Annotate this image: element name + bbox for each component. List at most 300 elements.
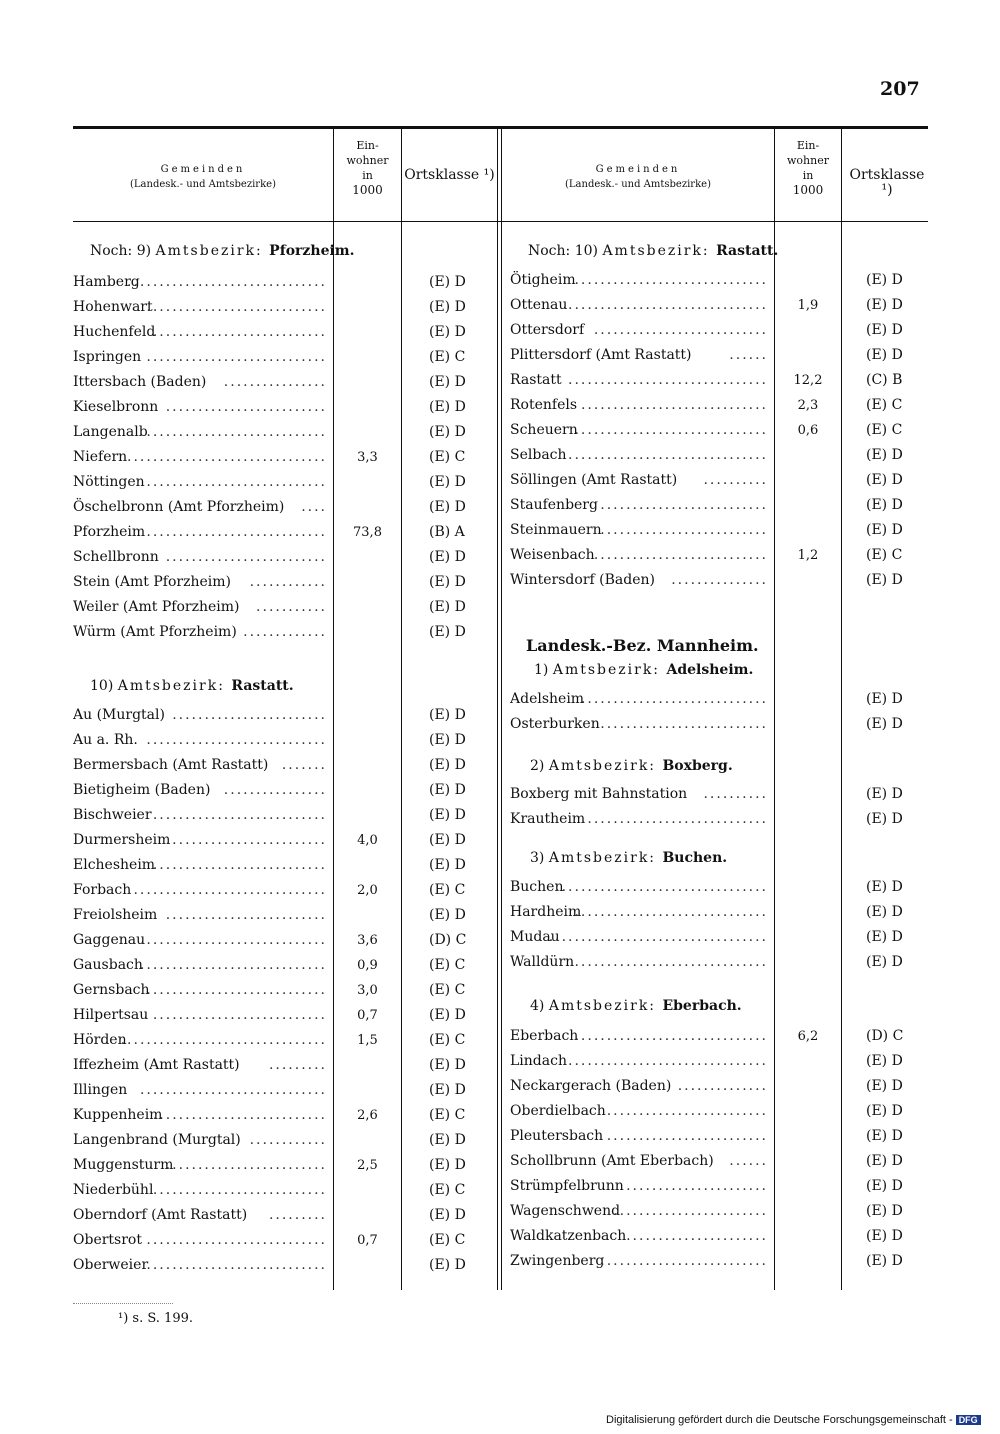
header-einwohner <box>775 138 841 198</box>
leader-dots: .............................. <box>574 422 768 438</box>
ortsklasse-value: (E) D <box>866 954 903 970</box>
municipality-name: Forbach <box>73 882 132 898</box>
table-row <box>0 950 1000 975</box>
heading-name: Boxberg. <box>662 758 733 774</box>
leader-dots: .............................. <box>574 904 768 920</box>
digitization-credit <box>606 1414 981 1426</box>
header-einwohner-line1: Ein- <box>356 139 379 152</box>
leader-dots: ....... <box>281 757 327 773</box>
municipality-name: Schollbrunn (Amt Eberbach) <box>510 1153 714 1169</box>
ortsklasse-value: (E) D <box>866 879 903 895</box>
ortsklasse-value: (E) D <box>429 782 466 798</box>
leader-dots: ......................... <box>165 832 327 848</box>
population-value: 2,6 <box>357 1108 378 1123</box>
heading-name: Adelsheim. <box>666 662 754 678</box>
leader-dots: ............................ <box>146 524 327 540</box>
municipality-name: Boxberg mit Bahnstation <box>510 786 688 802</box>
section-heading <box>528 243 778 259</box>
leader-dots: ........................ <box>172 707 327 723</box>
leader-dots: ................................. <box>555 879 768 895</box>
municipality-name: Buchen <box>510 879 564 895</box>
ortsklasse-value: (E) D <box>429 474 466 490</box>
table-row <box>0 925 1000 950</box>
table-row <box>0 753 1000 778</box>
population-value: 3,3 <box>357 450 378 465</box>
table-row <box>0 1074 1000 1099</box>
leader-dots: .............................. <box>574 954 768 970</box>
leader-dots: ........................... <box>152 1107 327 1123</box>
municipality-name: Hörden <box>73 1032 127 1048</box>
ortsklasse-value: (E) D <box>429 707 466 723</box>
municipality-name: Hohenwart <box>73 299 153 315</box>
ortsklasse-value: (E) C <box>866 397 903 413</box>
section-heading <box>90 243 354 259</box>
municipality-name: Nöttingen <box>73 474 145 490</box>
leader-dots: ...................... <box>626 1178 768 1194</box>
population-value: 2,3 <box>797 398 819 413</box>
municipality-name: Söllingen (Amt Rastatt) <box>510 472 678 488</box>
ortsklasse-value: (E) D <box>866 572 903 588</box>
municipality-name: Krautheim <box>510 811 586 827</box>
municipality-name: Bietigheim (Baden) <box>73 782 211 798</box>
heading-prefix: Noch: 10) <box>528 243 603 259</box>
leader-dots: ............................. <box>139 1082 327 1098</box>
table-row <box>0 1099 1000 1124</box>
leader-dots: ................ <box>223 374 327 390</box>
leader-dots: ......................... <box>165 1157 327 1173</box>
leader-dots: ............................ <box>146 424 327 440</box>
ortsklasse-value: (B) A <box>429 524 465 540</box>
ortsklasse-value: (E) D <box>429 1132 466 1148</box>
header-einwohner-line2: wohner <box>346 154 389 167</box>
header-gemeinden-sub: (Landesk.- und Amtsbezirke) <box>565 179 711 190</box>
municipality-name: Gaggenau <box>73 932 146 948</box>
municipality-name: Weiler (Amt Pforzheim) <box>73 599 240 615</box>
ortsklasse-value: (E) D <box>429 807 466 823</box>
table-row <box>0 493 1000 518</box>
ortsklasse-value: (E) D <box>866 811 903 827</box>
municipality-name: Oberndorf (Amt Rastatt) <box>73 1207 248 1223</box>
ortsklasse-value: (E) D <box>429 757 466 773</box>
ortsklasse-value: (E) D <box>429 499 466 515</box>
leader-dots: ......................... <box>606 1128 768 1144</box>
ortsklasse-value: (E) D <box>429 399 466 415</box>
municipality-name: Wagenschwend <box>510 1203 621 1219</box>
municipality-name: Osterburken <box>510 716 600 732</box>
ortsklasse-value: (E) D <box>429 549 466 565</box>
leader-dots: .... <box>301 499 327 515</box>
header-ortsklasse: Ortsklasse ¹) <box>849 167 925 198</box>
heading-prefix: 1) <box>534 662 553 678</box>
ortsklasse-value: (E) D <box>866 1078 903 1094</box>
table-row <box>0 1124 1000 1149</box>
leader-dots: ............................... <box>127 449 327 465</box>
table-row <box>0 978 1000 1003</box>
municipality-name: Bischweier <box>73 807 152 823</box>
leader-dots: ........................... <box>152 807 327 823</box>
ortsklasse-value: (E) D <box>866 929 903 945</box>
heading-name: Pforzheim. <box>269 243 355 259</box>
leader-dots: ................................ <box>120 1032 327 1048</box>
header-gemeinden <box>502 162 774 192</box>
municipality-name: Pleutersbach <box>510 1128 604 1144</box>
header-einwohner-line4: 1000 <box>792 183 824 197</box>
header-einwohner-line4: 1000 <box>352 183 383 197</box>
municipality-name: Plittersdorf (Amt Rastatt) <box>510 347 692 363</box>
population-value: 6,2 <box>797 1029 819 1044</box>
ortsklasse-value: (E) D <box>866 904 903 920</box>
municipality-name: Selbach <box>510 447 567 463</box>
header-einwohner-line1: Ein- <box>796 139 820 152</box>
heading-amt: Amtsbezirk: <box>548 998 663 1014</box>
leader-dots: ...... <box>729 347 768 363</box>
header-einwohner <box>334 138 401 198</box>
ortsklasse-value: (E) C <box>429 1032 466 1048</box>
heading-amt: Amtsbezirk: <box>602 243 717 259</box>
ortsklasse-value: (E) D <box>866 1153 903 1169</box>
leader-dots: ........... <box>256 599 327 615</box>
ortsklasse-value: (E) D <box>429 732 466 748</box>
municipality-name: Muggensturm <box>73 1157 174 1173</box>
heading-amt: Amtsbezirk: <box>117 678 232 694</box>
table-row <box>0 1199 1000 1224</box>
population-value: 3,0 <box>357 983 378 998</box>
leader-dots: ............................ <box>146 474 327 490</box>
municipality-name: Scheuern <box>510 422 578 438</box>
credit-text: Digitalisierung gefördert durch die Deutsche Forschungsgemeinschaft - <box>606 1414 953 1426</box>
heading-prefix: 4) <box>530 998 549 1014</box>
population-value: 4,0 <box>357 833 378 848</box>
ortsklasse-value: (E) C <box>429 957 466 973</box>
municipality-name: Adelsheim <box>510 691 585 707</box>
municipality-name: Kieselbronn <box>73 399 159 415</box>
heading-prefix: 2) <box>530 758 549 774</box>
leader-dots: .......................... <box>600 522 768 538</box>
ortsklasse-value: (E) D <box>429 574 466 590</box>
population-value: 0,6 <box>797 423 819 438</box>
heading-amt: Amtsbezirk: <box>548 850 663 866</box>
table-row <box>0 1024 1000 1049</box>
table-row <box>0 595 1000 620</box>
population-value: 1,9 <box>797 298 819 313</box>
ortsklasse-value: (C) B <box>866 372 903 388</box>
table-row <box>0 418 1000 443</box>
leader-dots: ............................... <box>127 882 327 898</box>
ortsklasse-value: (E) D <box>429 324 466 340</box>
ortsklasse-value: (E) D <box>429 1157 466 1173</box>
header-gemeinden-title: Gemeinden <box>160 164 246 175</box>
leader-dots: ............................ <box>146 1232 327 1248</box>
table-row <box>0 712 1000 737</box>
table-row <box>0 268 1000 293</box>
municipality-name: Kuppenheim <box>73 1107 163 1123</box>
leader-dots: ........................... <box>152 1007 327 1023</box>
header-gemeinden <box>73 162 333 192</box>
ortsklasse-value: (E) D <box>429 599 466 615</box>
leader-dots: ........................... <box>152 857 327 873</box>
population-value: 2,0 <box>357 883 378 898</box>
leader-dots: ............................ <box>146 299 327 315</box>
ortsklasse-value: (E) D <box>866 1053 903 1069</box>
leader-dots: .......... <box>703 472 768 488</box>
municipality-name: Rastatt <box>510 372 562 388</box>
table-row <box>0 875 1000 900</box>
heading-amt: Amtsbezirk: <box>155 243 270 259</box>
municipality-name: Hamberg <box>73 274 140 290</box>
heading-name: Rastatt. <box>716 243 779 259</box>
municipality-name: Oberweier <box>73 1257 149 1273</box>
leader-dots: ...... <box>729 1153 768 1169</box>
ortsklasse-value: (E) D <box>429 1007 466 1023</box>
heading-prefix: 3) <box>530 850 549 866</box>
ortsklasse-value: (E) D <box>429 624 466 640</box>
municipality-name: Rotenfels <box>510 397 578 413</box>
landesk-heading: Landesk.-Bez. Mannheim. <box>526 636 759 655</box>
footnote-rule <box>73 1303 173 1304</box>
municipality-name: Strümpfelbrunn <box>510 1178 624 1194</box>
ortsklasse-value: (E) C <box>429 449 466 465</box>
leader-dots: .............................. <box>574 272 768 288</box>
leader-dots: ............................ <box>146 349 327 365</box>
leader-dots: ............ <box>249 1132 327 1148</box>
leader-dots: ......................... <box>606 1103 768 1119</box>
ortsklasse-value: (E) D <box>429 832 466 848</box>
table-row <box>0 443 1000 468</box>
municipality-name: Ottenau <box>510 297 568 313</box>
ortsklasse-value: (E) C <box>866 422 903 438</box>
ortsklasse-value: (E) D <box>866 1228 903 1244</box>
leader-dots: .......... <box>703 786 768 802</box>
heading-name: Eberbach. <box>662 998 742 1014</box>
municipality-name: Niefern <box>73 449 128 465</box>
table-row <box>0 1224 1000 1249</box>
ortsklasse-value: (E) C <box>429 1107 466 1123</box>
table-row <box>0 568 1000 593</box>
section-heading <box>530 758 733 774</box>
leader-dots: ........................... <box>152 324 327 340</box>
heading-name: Buchen. <box>662 850 728 866</box>
leader-dots: .................................. <box>548 929 768 945</box>
leader-dots: ......................... <box>165 399 327 415</box>
table-row <box>0 1249 1000 1274</box>
heading-amt: Amtsbezirk: <box>552 662 667 678</box>
leader-dots: ......... <box>268 1207 327 1223</box>
municipality-name: Illingen <box>73 1082 128 1098</box>
ortsklasse-value: (E) D <box>429 1082 466 1098</box>
ortsklasse-value: (D) C <box>866 1028 904 1044</box>
municipality-name: Staufenberg <box>510 497 598 513</box>
municipality-name: Niederbühl <box>73 1182 154 1198</box>
municipality-name: Ötigheim <box>510 272 576 288</box>
leader-dots: .............. <box>677 1078 768 1094</box>
ortsklasse-value: (E) D <box>429 1207 466 1223</box>
leader-dots: ............................. <box>139 957 327 973</box>
leader-dots: ........................... <box>593 547 768 563</box>
ortsklasse-value: (E) C <box>429 1182 466 1198</box>
table-row <box>0 782 1000 807</box>
population-value: 0,7 <box>357 1008 378 1023</box>
leader-dots: .......................... <box>600 716 768 732</box>
leader-dots: ................ <box>223 782 327 798</box>
ortsklasse-value: (E) C <box>866 547 903 563</box>
municipality-name: Au (Murgtal) <box>73 707 165 723</box>
population-value: 12,2 <box>793 373 823 388</box>
municipality-name: Walldürn <box>510 954 575 970</box>
municipality-name: Stein (Amt Pforzheim) <box>73 574 231 590</box>
municipality-name: Freiolsheim <box>73 907 158 923</box>
ortsklasse-value: (E) D <box>429 274 466 290</box>
table-row <box>0 543 1000 568</box>
population-value: 1,5 <box>357 1033 378 1048</box>
table-row <box>0 318 1000 343</box>
population-value: 2,5 <box>357 1158 378 1173</box>
leader-dots: ............ <box>249 574 327 590</box>
population-value: 0,9 <box>357 958 378 973</box>
municipality-name: Ottersdorf <box>510 322 585 338</box>
ortsklasse-value: (E) D <box>866 1128 903 1144</box>
municipality-name: Gernsbach <box>73 982 150 998</box>
leader-dots: ......... <box>268 1057 327 1073</box>
ortsklasse-value: (D) C <box>429 932 467 948</box>
leader-dots: .......................... <box>600 497 768 513</box>
municipality-name: Ispringen <box>73 349 142 365</box>
municipality-name: Schellbronn <box>73 549 159 565</box>
leader-dots: ...................... <box>626 1228 768 1244</box>
population-value: 3,6 <box>357 933 378 948</box>
heading-name: Rastatt. <box>231 678 294 694</box>
ortsklasse-value: (E) D <box>429 1057 466 1073</box>
ortsklasse-value: (E) D <box>866 786 903 802</box>
table-row <box>0 1049 1000 1074</box>
ortsklasse-value: (E) D <box>429 424 466 440</box>
municipality-name: Waldkatzenbach <box>510 1228 627 1244</box>
municipality-name: Neckargerach (Baden) <box>510 1078 672 1094</box>
leader-dots: ............................ <box>146 982 327 998</box>
municipality-name: Weisenbach <box>510 547 595 563</box>
ortsklasse-value: (E) D <box>429 374 466 390</box>
leader-dots: ............................. <box>580 811 768 827</box>
section-heading <box>530 998 742 1014</box>
municipality-name: Ittersbach (Baden) <box>73 374 207 390</box>
leader-dots: ............................... <box>127 274 327 290</box>
page-number: 207 <box>880 78 920 100</box>
leader-dots: ............... <box>671 572 768 588</box>
municipality-name: Langenalb <box>73 424 148 440</box>
municipality-name: Eberbach <box>510 1028 579 1044</box>
ortsklasse-value: (E) D <box>866 272 903 288</box>
ortsklasse-value: (E) D <box>429 299 466 315</box>
footnote: ¹) s. S. 199. <box>118 1311 194 1326</box>
leader-dots: ............................. <box>139 932 327 948</box>
ortsklasse-value: (E) D <box>866 522 903 538</box>
section-heading <box>534 662 753 678</box>
leader-dots: ............................... <box>568 447 768 463</box>
section-heading <box>530 850 727 866</box>
leader-dots: ............................. <box>580 397 768 413</box>
municipality-name: Elchesheim <box>73 857 156 873</box>
table-row <box>0 687 1000 712</box>
leader-dots: ............................. <box>580 691 768 707</box>
municipality-name: Gausbach <box>73 957 143 973</box>
header-einwohner-line3: in <box>362 169 373 182</box>
ortsklasse-value: (E) D <box>429 857 466 873</box>
heading-amt: Amtsbezirk: <box>548 758 663 774</box>
municipality-name: Wintersdorf (Baden) <box>510 572 655 588</box>
municipality-name: Oberdielbach <box>510 1103 606 1119</box>
municipality-name: Langenbrand (Murgtal) <box>73 1132 241 1148</box>
ortsklasse-value: (E) D <box>866 716 903 732</box>
ortsklasse-value: (E) D <box>429 1257 466 1273</box>
heading-prefix: Noch: 9) <box>90 243 156 259</box>
leader-dots: ............................... <box>568 372 768 388</box>
municipality-name: Iffezheim (Amt Rastatt) <box>73 1057 240 1073</box>
dfg-logo: DFG <box>956 1415 981 1425</box>
population-value: 1,2 <box>797 548 819 563</box>
table-row <box>0 1149 1000 1174</box>
ortsklasse-value: (E) D <box>866 1253 903 1269</box>
municipality-name: Obertsrot <box>73 1232 142 1248</box>
table-row <box>0 468 1000 493</box>
leader-dots: ............................ <box>146 1257 327 1273</box>
ortsklasse-value: (E) D <box>866 691 903 707</box>
ortsklasse-value: (E) D <box>866 297 903 313</box>
leader-dots: ......................... <box>606 1203 768 1219</box>
leader-dots: ............................ <box>146 732 327 748</box>
ortsklasse-value: (E) C <box>429 882 466 898</box>
municipality-name: Steinmauern <box>510 522 602 538</box>
table-row <box>0 900 1000 925</box>
table-row <box>0 1174 1000 1199</box>
ortsklasse-value: (E) D <box>429 907 466 923</box>
header-einwohner-line2: wohner <box>787 154 829 167</box>
leader-dots: ......................... <box>165 549 327 565</box>
leader-dots: .......................... <box>600 1253 768 1269</box>
municipality-name: Pforzheim <box>73 524 146 540</box>
table-row <box>0 393 1000 418</box>
municipality-name: Hilpertsau <box>73 1007 149 1023</box>
municipality-name: Au a. Rh. <box>73 732 138 748</box>
municipality-name: Hardheim <box>510 904 582 920</box>
population-value: 0,7 <box>357 1233 378 1248</box>
leader-dots: ............................... <box>568 1053 768 1069</box>
ortsklasse-value: (E) D <box>866 497 903 513</box>
ortsklasse-value: (E) D <box>866 322 903 338</box>
ortsklasse-value: (E) C <box>429 982 466 998</box>
municipality-name: Würm (Amt Pforzheim) <box>73 624 237 640</box>
municipality-name: Lindach <box>510 1053 567 1069</box>
header-gemeinden-sub: (Landesk.- und Amtsbezirke) <box>130 179 276 190</box>
ortsklasse-value: (E) D <box>866 1203 903 1219</box>
ortsklasse-value: (E) D <box>866 1178 903 1194</box>
table-row <box>0 293 1000 318</box>
population-value: 73,8 <box>353 525 382 540</box>
municipality-name: Durmersheim <box>73 832 171 848</box>
municipality-name: Öschelbronn (Amt Pforzheim) <box>73 499 285 515</box>
header-einwohner-line3: in <box>802 169 814 182</box>
heading-prefix: 10) <box>90 678 118 694</box>
table-row <box>0 368 1000 393</box>
leader-dots: ............................... <box>568 297 768 313</box>
header-ortsklasse: Ortsklasse ¹) <box>404 167 495 183</box>
leader-dots: ........................... <box>593 322 768 338</box>
ortsklasse-value: (E) D <box>866 447 903 463</box>
ortsklasse-value: (E) D <box>866 347 903 363</box>
leader-dots: .............................. <box>574 1028 768 1044</box>
ortsklasse-value: (E) D <box>866 1103 903 1119</box>
table-row <box>0 620 1000 645</box>
table-row <box>0 343 1000 368</box>
municipality-name: Bermersbach (Amt Rastatt) <box>73 757 269 773</box>
